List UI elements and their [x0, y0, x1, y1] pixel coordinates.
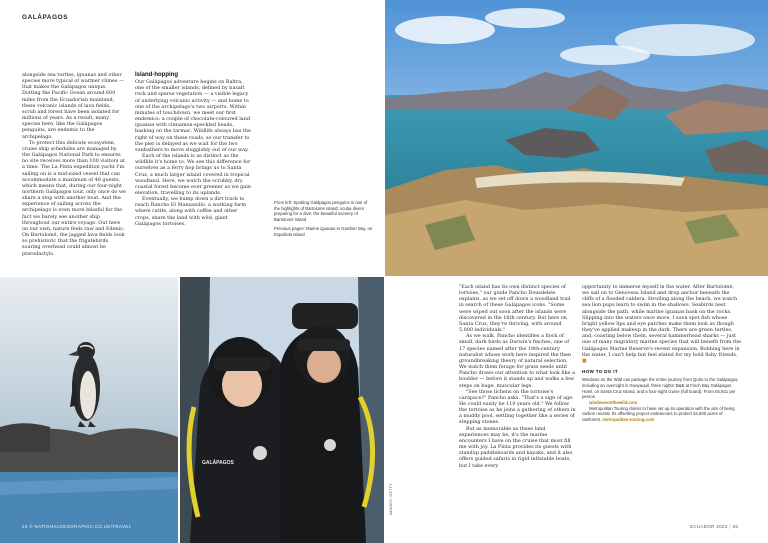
folio-divider: |	[729, 524, 731, 529]
paragraph: But as memorable as these land experiences may be, it's the marine encounters I have on the cruise that most fill me with joy. La Pinta provides its guests with standup paddleboards and kayaks, and it also offers guided safaris in rigid inflatable boats, but I take every	[459, 425, 573, 469]
paragraph: "See those lichens on the tortoise's carapace?" Pancho asks. "That's a sign of age. He could easily be 110 years old." We follow the tortoise as he joins a gathering of others in a muddy pool, settling together like a series of stepping stones.	[459, 388, 576, 426]
gear-label: GALÁPAGOS	[202, 460, 234, 466]
captions	[274, 200, 374, 242]
right-folio	[690, 524, 738, 529]
caption: From left: Spotting Galápagos penguins is one of the highlights of Bartolomé Island; scuba divers preparing for a dive; the beautiful scenery of Bartolomé Island	[274, 200, 368, 222]
section-label: GALÁPAGOS	[22, 14, 69, 21]
landscape-photo	[385, 0, 768, 276]
photo-credit: IMAGES: GETTY	[389, 483, 393, 515]
paragraph: Our Galápagos adventure begins on Baltra, one of the smaller islands, defined by basalt rock and sparse vegetation — a visible legacy of underlying volcanic activity — and home to one of the archipelago's two airports. Within minutes of touchdown, we meet our first endemics: a couple of chocolate-coloured land iguanas with cinnamon-speckled heads, basking on the tarmac. Wildlife always has the right of way on these roads, so our transfer to the pier is delayed as we wait for the two sunbathers to move sluggishly out of our way.	[135, 79, 251, 153]
right-page-number: 25	[732, 524, 739, 529]
paragraph: alongside sea turtles, iguanas and other species more typical of warmer climes — that makes the Galápagos unique. Dotting the Pacific Ocean around 600 miles from the Ecuadorian mainland, these volcanic islands of lava fields, scrub and forest have been isolated for millions of years. As a result, many species here, like the Galápagos penguins, are endemic to the archipelago.	[22, 72, 124, 140]
paragraph: "Each island has its own distinct species of tortoise," our guide Pancho Dousdebés explains, as we set off down a woodland trail in search of these Galápagos icons. "Some were wiped out soon after the islands were discovered in the 16th century. But here on Santa Cruz, they're thriving, with around 5,000 individuals."	[459, 284, 571, 334]
right-folio-text: ECUADOR 2023	[690, 524, 728, 529]
paragraph: Each of the islands is as distinct as the wildlife it's home to. We see this difference for ourselves as a ferry hop brings us to Santa Cruz, a much larger island covered in tropical woodland. Here, we watch the scrubby, dry coastal forest become ever greener as we gain elevation, travelling to its uplands.	[135, 153, 251, 196]
howto-text: Windows on the Wild can package the entire journey from Quito to the Galápagos, including an overnight in Guayaquil, three nights' B&B at Finch Bay Galápagos Hotel, on Santa Cruz Island, and a four-night cruise (full board). From £6,921 per person.	[582, 377, 739, 400]
left-folio: 24 © NATIONALGEOGRAPHIC.CO.UK/TRAVEL	[22, 524, 132, 529]
penguin-photo	[0, 277, 178, 543]
body-column-4	[582, 284, 742, 423]
windows-on-the-wild-link[interactable]: windowsonthewild.com	[589, 400, 638, 405]
paragraph: To protect this delicate ecosystem, cruise ship schedules are managed by the Galápagos National Park to ensures no site receives more than 100 visitors at a time. The La Pinta expedition yacht I'm sailing on is a mid-sized vessel that can accommodate a maximum of 48 guests, which means that, during our four-night northern Galápagos tour, only once do we share a stop with another boat. And the experience of sailing across the archipelago is even more blissful for the fact we barely see another ship throughout our entire voyage. Out here on our own, nature feels raw and Edenic. On Bartolomé, the jagged lava fields look so prehistoric that the frigatebirds soaring overhead could almost be pterodactyls.	[22, 139, 126, 257]
paragraph	[582, 284, 742, 364]
paragraph-text: opportunity to immerse myself in the water. After Bartolomé, we sail on to Genovesa Island and drop anchor beneath the cliffs of a flooded caldera. Strolling along the beach, we watch sea lion pups learn to swim in the shallows. Seabirds nest alongside the path, while marine iguanas bask on the rocks. Slipping into the waters once more, I soon spot fish whose bright yellow lips and eye patches make them look as though they've applied makeup in the dark. There are green turtles, and, coasting below them, several hammerhead sharks — just one of many migratory marine species that will benefit from the Galápagos Marine Reserve's recent expansion. Bobbing here in the water, I can't help but feel elated for my bold fishy friends.	[582, 284, 742, 358]
metropolitan-touring-link[interactable]: metropolitan-touring.com	[602, 417, 655, 423]
paragraph: As we walk, Pancho identifies a flock of small, dark birds as Darwin's finches, one of 17 species named after the 19th-century naturalist whose work here inspired the then groundbreaking theory of natural selection. We watch them forage for grass seeds until Pancho draws our attention to what look like a boulder — before it stands up and walks a few steps on huge, muscular legs.	[459, 333, 575, 389]
body-column-2	[135, 72, 253, 227]
howto-box	[582, 377, 742, 423]
paragraph: Eventually, we bump down a dirt track to reach Rancho El Manzanillo, a working farm where cattle, along with coffee and other crops, share the land with wild, giant Galápagos tortoises.	[135, 196, 246, 227]
body-column-3	[459, 284, 576, 469]
divers-photo	[180, 277, 384, 543]
scuba-divers-illustration	[180, 277, 384, 543]
body-column-1	[22, 72, 126, 257]
subhead: Island-hopping	[135, 72, 178, 78]
howto-text-2: Metropolitan Touring claims to have set up its operation with the aim of being carbon neutral. Its offsetting project endeavours to protect 34,600 acres of rainforest.	[582, 405, 735, 423]
bartolome-island-illustration	[385, 0, 768, 276]
galapagos-penguin-illustration	[0, 277, 178, 543]
end-mark: ■	[582, 357, 587, 364]
howto-heading: HOW TO DO IT	[582, 369, 618, 375]
caption: Previous pages: Marine iguanas in Gardner Bay, on Española Island	[274, 226, 373, 237]
